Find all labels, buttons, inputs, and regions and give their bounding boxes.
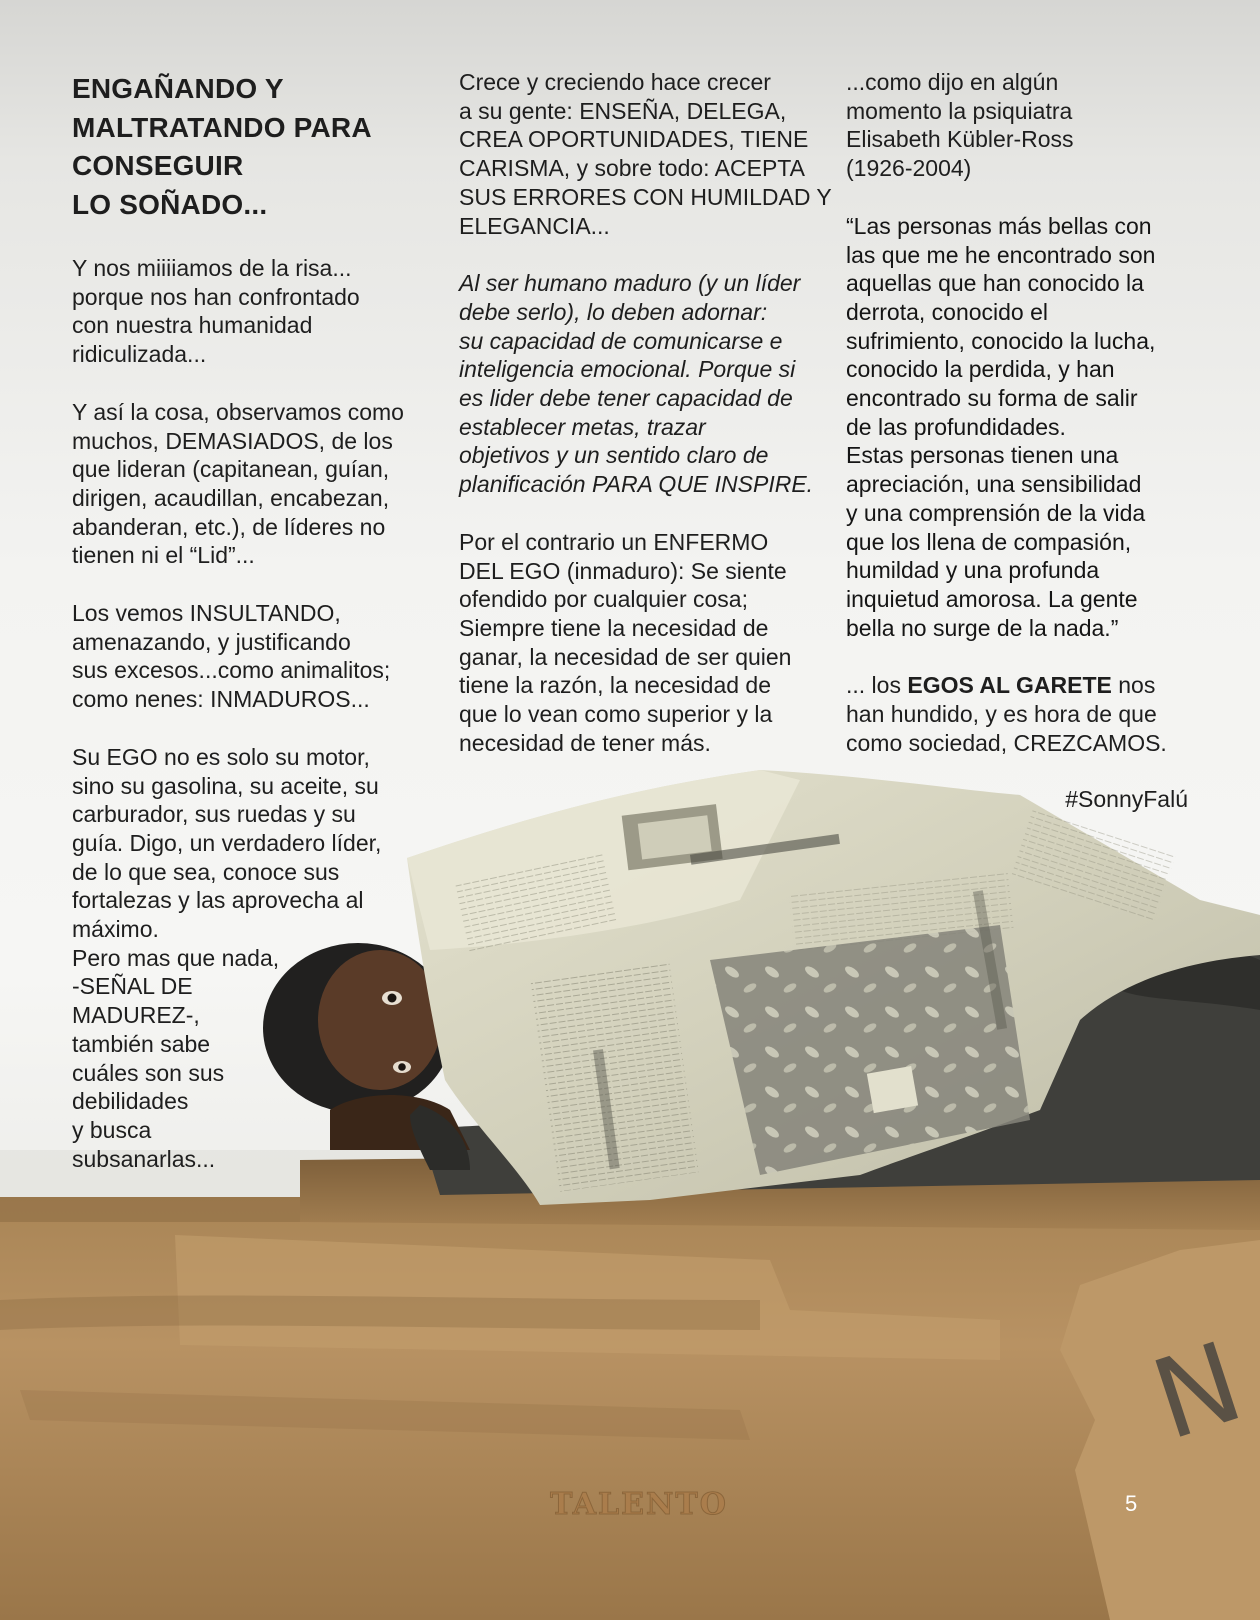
paragraph: Su EGO no es solo su motor, sino su gasolina, su aceite, su carburador, sus ruedas y su guía. Digo, un verdadero líder, de lo que sea, conoce sus fortalezas y las aprovecha al máximo. Pero mas que nada, -SEÑAL DE MADUREZ-, también sabe cuáles son sus debilidades y busca subsanarlas...	[72, 743, 382, 1172]
magazine-logo: TALENTO	[550, 1487, 728, 1522]
svg-text:N: N	[1138, 1317, 1257, 1465]
paragraph: Los vemos INSULTANDO, amenazando, y justificando sus excesos...como animalitos; como nenes: INMADUROS...	[72, 600, 391, 713]
page-number: 5	[1125, 1491, 1138, 1516]
closing-prefix: ... los	[846, 672, 908, 699]
closing-bold: EGOS AL GARETE	[907, 672, 1112, 699]
paragraph: Por el contrario un ENFERMO DEL EGO (inmaduro): Se siente ofendido por cualquier cosa; Siempre tiene la necesidad de ganar, la necesidad de ser quien tiene la razón, la necesidad de que lo vean como superior y la necesidad de tener más.	[459, 528, 792, 756]
column-left	[72, 70, 432, 1202]
column-middle	[459, 68, 839, 786]
quote-block: “Las personas más bellas con las que me he encontrado son aquellas que han conocido la derrota, conocido el sufrimiento, conocido la lucha, conocido la perdida, y han encontrado su forma de salir de las profundidades. Estas personas tienen una apreciación, una sensibilidad y una comprensión de la vida que los llena de compasión, humildad y una profunda inquietud amorosa. La gente bella no surge de la nada.”	[846, 212, 1156, 641]
italic-paragraph: Al ser humano maduro (y un líder debe serlo), lo deben adornar: su capacidad de comunicarse e inteligencia emocional. Porque si es lider debe tener capacidad de establecer metas, trazar objetivos y un sentido claro de planificación PARA QUE INSPIRE.	[459, 270, 814, 498]
column-right	[846, 68, 1216, 786]
paragraph: ...como dijo en algún momento la psiquiatra Elisabeth Kübler-Ross (1926-2004)	[846, 69, 1074, 182]
paragraph: Y así la cosa, observamos como muchos, DEMASIADOS, de los que lideran (capitanean, guían, dirigen, acaudillan, encabezan, abanderan, etc.), de líderes no tienen ni el “Lid”...	[72, 398, 404, 569]
paragraph: Crece y creciendo hace crecer a su gente: ENSEÑA, DELEGA, CREA OPORTUNIDADES, TIENE CARISMA, y sobre todo: ACEPTA SUS ERRORES CON HUMILDAD Y ELEGANCIA...	[459, 69, 832, 239]
closing-paragraph	[846, 671, 1216, 757]
article-headline: ENGAÑANDO Y MALTRATANDO PARA CONSEGUIR LO SOÑADO...	[72, 73, 372, 220]
author-signature: #SonnyFalú	[1065, 786, 1188, 812]
paragraph: Y nos miiiiamos de la risa... porque nos han confrontado con nuestra humanidad ridiculizada...	[72, 255, 360, 368]
closing-suffix: nos han hundido, y es hora de que como sociedad, CREZCAMOS.	[846, 672, 1167, 756]
